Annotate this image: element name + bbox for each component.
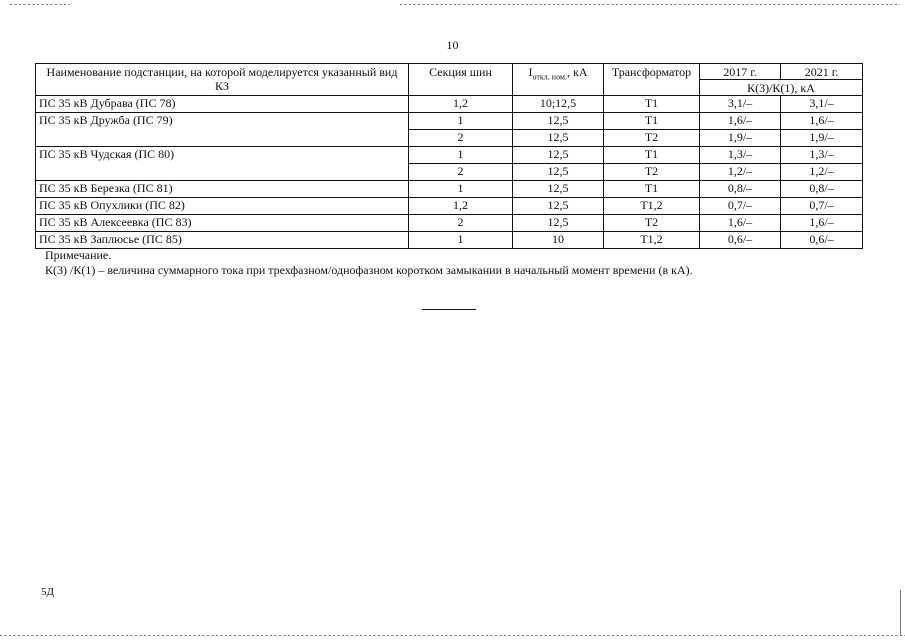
footer-code: 5Д xyxy=(41,586,55,598)
year-2017-value-cell: 1,6/– xyxy=(700,113,781,130)
table-row xyxy=(36,198,863,215)
note-text: К(3) /К(1) – величина суммарного тока при трехфазном/однофазном коротком замыкании в начальный момент времени (в кА). xyxy=(45,263,693,277)
year-2021-value-cell: 1,6/– xyxy=(781,215,863,232)
substation-name-cell xyxy=(36,164,409,181)
breaking-current-cell: 12,5 xyxy=(513,147,604,164)
breaking-current-cell: 12,5 xyxy=(513,198,604,215)
section-separator xyxy=(422,309,476,310)
header-current-subscript: откл. ном. xyxy=(532,72,567,82)
year-2021-value-cell: 0,7/– xyxy=(781,198,863,215)
scan-edge-top-right xyxy=(400,4,900,5)
header-substation-name: Наименование подстанции, на которой моделируется указанный вид КЗ xyxy=(36,64,409,96)
header-bus-section: Секция шин xyxy=(409,64,513,96)
header-breaking-current xyxy=(513,64,604,96)
table-row xyxy=(36,181,863,198)
breaking-current-cell: 12,5 xyxy=(513,130,604,147)
transformer-cell: Т1 xyxy=(604,181,700,198)
year-2017-value-cell: 3,1/– xyxy=(700,96,781,113)
bus-section-cell: 1,2 xyxy=(409,96,513,113)
substation-name-cell: ПС 35 кВ Дубрава (ПС 78) xyxy=(36,96,409,113)
substation-name-cell: ПС 35 кВ Заплюсье (ПС 85) xyxy=(36,232,409,249)
header-year-2021: 2021 г. xyxy=(781,64,863,80)
substation-name-cell: ПС 35 кВ Березка (ПС 81) xyxy=(36,181,409,198)
transformer-cell: Т2 xyxy=(604,164,700,181)
table-row xyxy=(36,96,863,113)
bus-section-cell: 1 xyxy=(409,113,513,130)
year-2021-value-cell: 1,3/– xyxy=(781,147,863,164)
year-2021-value-cell: 1,2/– xyxy=(781,164,863,181)
transformer-cell: Т2 xyxy=(604,130,700,147)
year-2017-value-cell: 0,7/– xyxy=(700,198,781,215)
table-row xyxy=(36,215,863,232)
year-2017-value-cell: 1,9/– xyxy=(700,130,781,147)
scan-edge-top-left xyxy=(10,4,70,5)
bus-section-cell: 2 xyxy=(409,215,513,232)
bus-section-cell: 1,2 xyxy=(409,198,513,215)
transformer-cell: Т1 xyxy=(604,96,700,113)
substation-name-cell: ПС 35 кВ Опухлики (ПС 82) xyxy=(36,198,409,215)
bus-section-cell: 1 xyxy=(409,181,513,198)
breaking-current-cell: 12,5 xyxy=(513,181,604,198)
year-2017-value-cell: 1,3/– xyxy=(700,147,781,164)
header-current-unit: , кА xyxy=(566,65,588,79)
header-year-2017: 2017 г. xyxy=(700,64,781,80)
bus-section-cell: 2 xyxy=(409,130,513,147)
page-number: 10 xyxy=(446,38,459,52)
substation-name-cell xyxy=(36,130,409,147)
bus-section-cell: 1 xyxy=(409,232,513,249)
table-row xyxy=(36,232,863,249)
table-header-row xyxy=(36,64,863,80)
table-row xyxy=(36,164,863,181)
transformer-cell: Т1,2 xyxy=(604,198,700,215)
breaking-current-cell: 12,5 xyxy=(513,113,604,130)
substation-name-cell: ПС 35 кВ Алексеевка (ПС 83) xyxy=(36,215,409,232)
transformer-cell: Т1 xyxy=(604,113,700,130)
header-transformer: Трансформатор xyxy=(604,64,700,96)
scan-edge-bottom xyxy=(0,635,905,636)
table-row xyxy=(36,113,863,130)
table-row xyxy=(36,130,863,147)
note-title: Примечание. xyxy=(45,248,112,262)
year-2021-value-cell: 3,1/– xyxy=(781,96,863,113)
year-2017-value-cell: 1,2/– xyxy=(700,164,781,181)
table-row xyxy=(36,147,863,164)
breaking-current-cell: 12,5 xyxy=(513,215,604,232)
year-2017-value-cell: 1,6/– xyxy=(700,215,781,232)
short-circuit-table xyxy=(35,63,863,249)
transformer-cell: Т1 xyxy=(604,147,700,164)
substation-name-cell: ПС 35 кВ Дружба (ПС 79) xyxy=(36,113,409,130)
year-2021-value-cell: 0,8/– xyxy=(781,181,863,198)
header-current-values-unit: К(3)/К(1), кА xyxy=(700,80,863,96)
breaking-current-cell: 12,5 xyxy=(513,164,604,181)
year-2017-value-cell: 0,8/– xyxy=(700,181,781,198)
scan-edge-right xyxy=(900,590,901,635)
year-2021-value-cell: 1,6/– xyxy=(781,113,863,130)
header-current-symbol: I xyxy=(528,65,533,79)
bus-section-cell: 1 xyxy=(409,147,513,164)
bus-section-cell: 2 xyxy=(409,164,513,181)
transformer-cell: Т2 xyxy=(604,215,700,232)
breaking-current-cell: 10;12,5 xyxy=(513,96,604,113)
year-2017-value-cell: 0,6/– xyxy=(700,232,781,249)
year-2021-value-cell: 0,6/– xyxy=(781,232,863,249)
breaking-current-cell: 10 xyxy=(513,232,604,249)
substation-name-cell: ПС 35 кВ Чудская (ПС 80) xyxy=(36,147,409,164)
transformer-cell: Т1,2 xyxy=(604,232,700,249)
year-2021-value-cell: 1,9/– xyxy=(781,130,863,147)
